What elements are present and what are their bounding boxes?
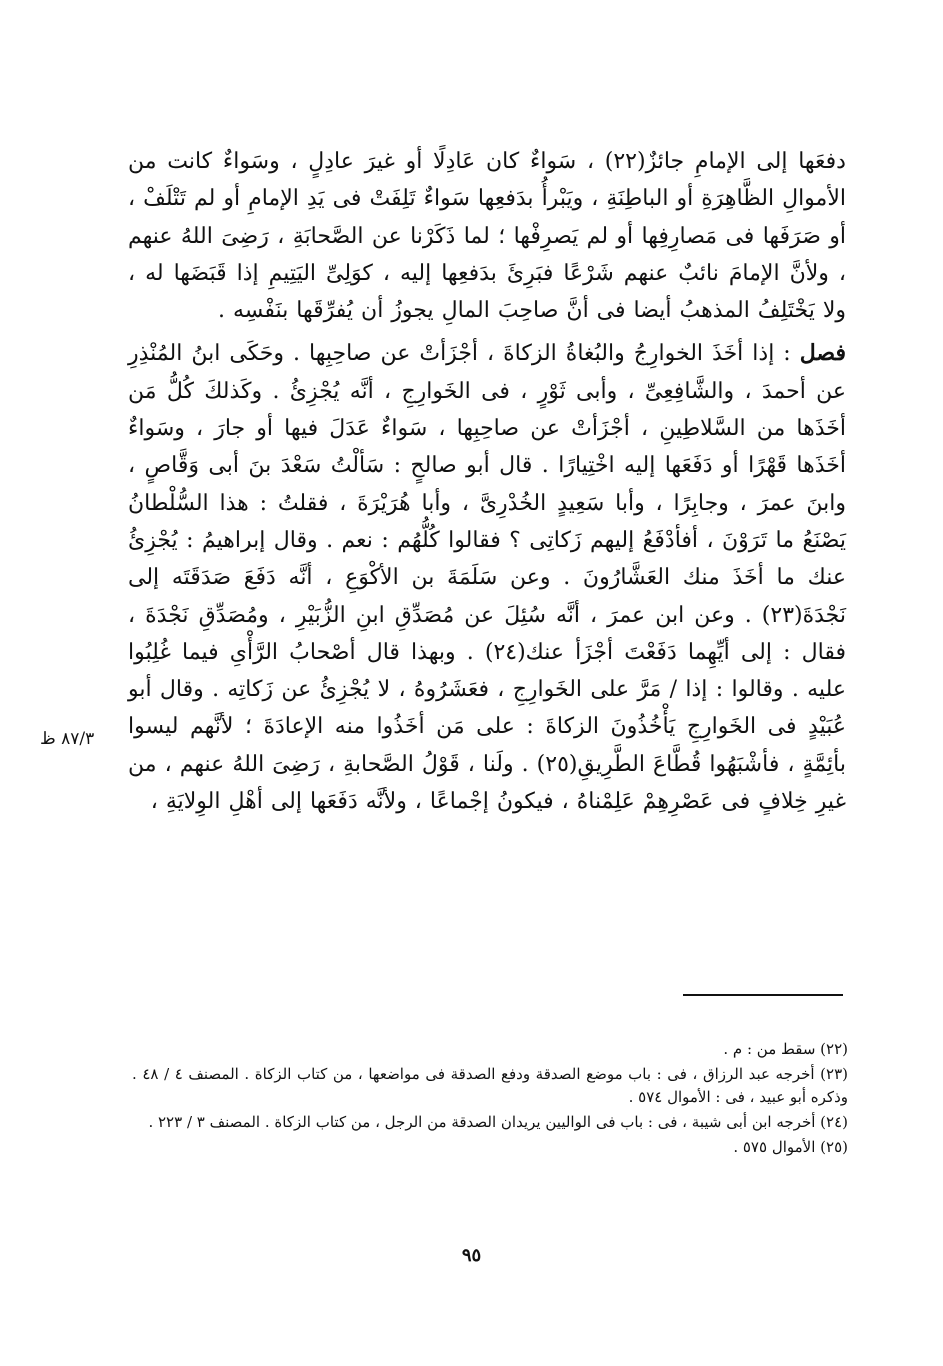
footnote-24: (٢٤) أخرجه ابن أبى شيبة ، فى : باب فى الواليين يريدان الصدقة من الرجل ، من كتاب الزكاة . المصنف ٣ / ٢٢٣ . — [148, 1113, 848, 1132]
paragraph-1: دفعَها إلى الإمامِ جائزٌ(٢٢) ، سَواءٌ كان عَادِلًا أو غيرَ عادِلٍ ، وسَواءٌ كانت من الأموالِ الظَّاهِرَةِ أو الباطِنَةِ ، ويَبْرأُ بدَفعِها سَواءٌ تَلِفَتْ فى يَدِ الإمامِ أو لم تَتْلَفْ ، أو صَرَفَها فى مَصارِفِها أو لم يَصرِفْها ؛ لما ذَكَرْنا عن الصَّحابَةِ ، رَضِىَ اللهُ عنهم ، ولأنَّ الإمامَ نائبٌ عنهم شَرْعًا فبَرِئَ بدَفعِها إليه ، كوَلِىِّ اليَتِيمِ إذا قَبَضَها له ، ولا يَخْتَلِفُ المذهبُ أيضا فى أنَّ صاحِبَ المالِ يجوزُ أن يُفرِّقَها بنَفْسِه . — [128, 149, 846, 324]
margin-reference: ٨٧/٣ ظ — [40, 729, 95, 749]
main-text — [128, 143, 846, 820]
paragraph-2 — [128, 335, 846, 820]
footnote-divider — [683, 994, 843, 996]
fasl-heading: فصل — [799, 340, 846, 367]
page-number: ٩٥ — [461, 1245, 482, 1266]
paragraph-2-text: : إذا أخَذَ الخوارِجُ والبُغاةُ الزكاةَ ، أجْزَأتْ عن صاحِبِها . وحَكَى ابنُ المُنْذِرِ عن أحمدَ ، والشَّافِعِىِّ ، وأبى ثَوْرٍ ، فى الخَوارِجِ ، أنَّه يُجْزِئُ . وكَذلكَ كُلُّ مَن أخَذَها من السَّلاطِينِ ، أجْزَأتْ عن صاحِبِها ، سَواءٌ عَدَلَ فيها أو جارَ ، وسَواءٌ أخَذَها قَهْرًا أو دَفَعَها إليه اخْتِيارًا . قال أبو صالحٍ : سَألْتُ سَعْدَ بنَ أبى وَقَّاصٍ ، وابنَ عمرَ ، وجابِرًا ، وأبا سَعِيدٍ الخُدْرِىَّ ، وأبا هُرَيْرَةَ ، فقلتُ : هذا السُّلْطانُ يَصْنَعُ ما تَرَوْنَ ، أفأدْفَعُ إليهم زَكاتِى ؟ فقالوا كُلُّهُم : نعم . وقال إبراهيمُ : يُجْزِئُ عنك ما أخَذَ منك العَشَّارُونَ . وعن سَلَمَةَ بن الأكْوَعِ ، أنَّه دَفَعَ صَدَقَتَه إلى نَجْدَةَ(٢٣) . وعن ابن عمرَ ، أنَّه سُئِلَ عن مُصَدِّقِ ابنِ الزُّبَيْرِ ، ومُصَدِّقِ نَجْدَةَ ، فقال : إلى أيِّهِما دَفَعْتَ أجْزَأ عنك(٢٤) . وبهذا قال أصْحابُ الرَّأْىِ فيما غُلِبُوا عليه . وقالوا : إذا / مَرَّ على الخَوارِجِ ، فعَشَرُوهُ ، لا يُجْزِئُ عن زَكاتِه . وقال أبو عُبَيْدٍ فى الخَوارِجِ يَأْخُذُونَ الزكاةَ : على مَن أخَذُوا منه الإعادَةَ ؛ لأنَّهم ليسوا بأئِمَّةٍ ، فأشْبَهُوا قُطَّاعَ الطَّرِيقِ(٢٥) . ولَنا ، قَوْلُ الصَّحابةِ ، رَضِىَ اللهُ عنهم ، من غيرِ خِلافٍ فى عَصْرِهِمْ عَلِمْناهُ ، فيكونُ إجْماعًا ، ولأنَّه دَفَعَها إلى أهْلِ الوِلايَةِ ، — [128, 341, 846, 815]
footnotes — [132, 1038, 848, 1160]
footnote-25: (٢٥) الأموال ٥٧٥ . — [733, 1137, 848, 1156]
footnote-23: (٢٣) أخرجه عبد الرزاق ، فى : باب موضع الصدقة ودفع الصدقة فى مواضعها ، من كتاب الزكاة . المصنف ٤ / ٤٨ . وذكره أبو عبيد ، فى : الأموال ٥٧٤ . — [132, 1064, 848, 1107]
footnote-22: (٢٢) سقط من : م . — [723, 1040, 848, 1058]
